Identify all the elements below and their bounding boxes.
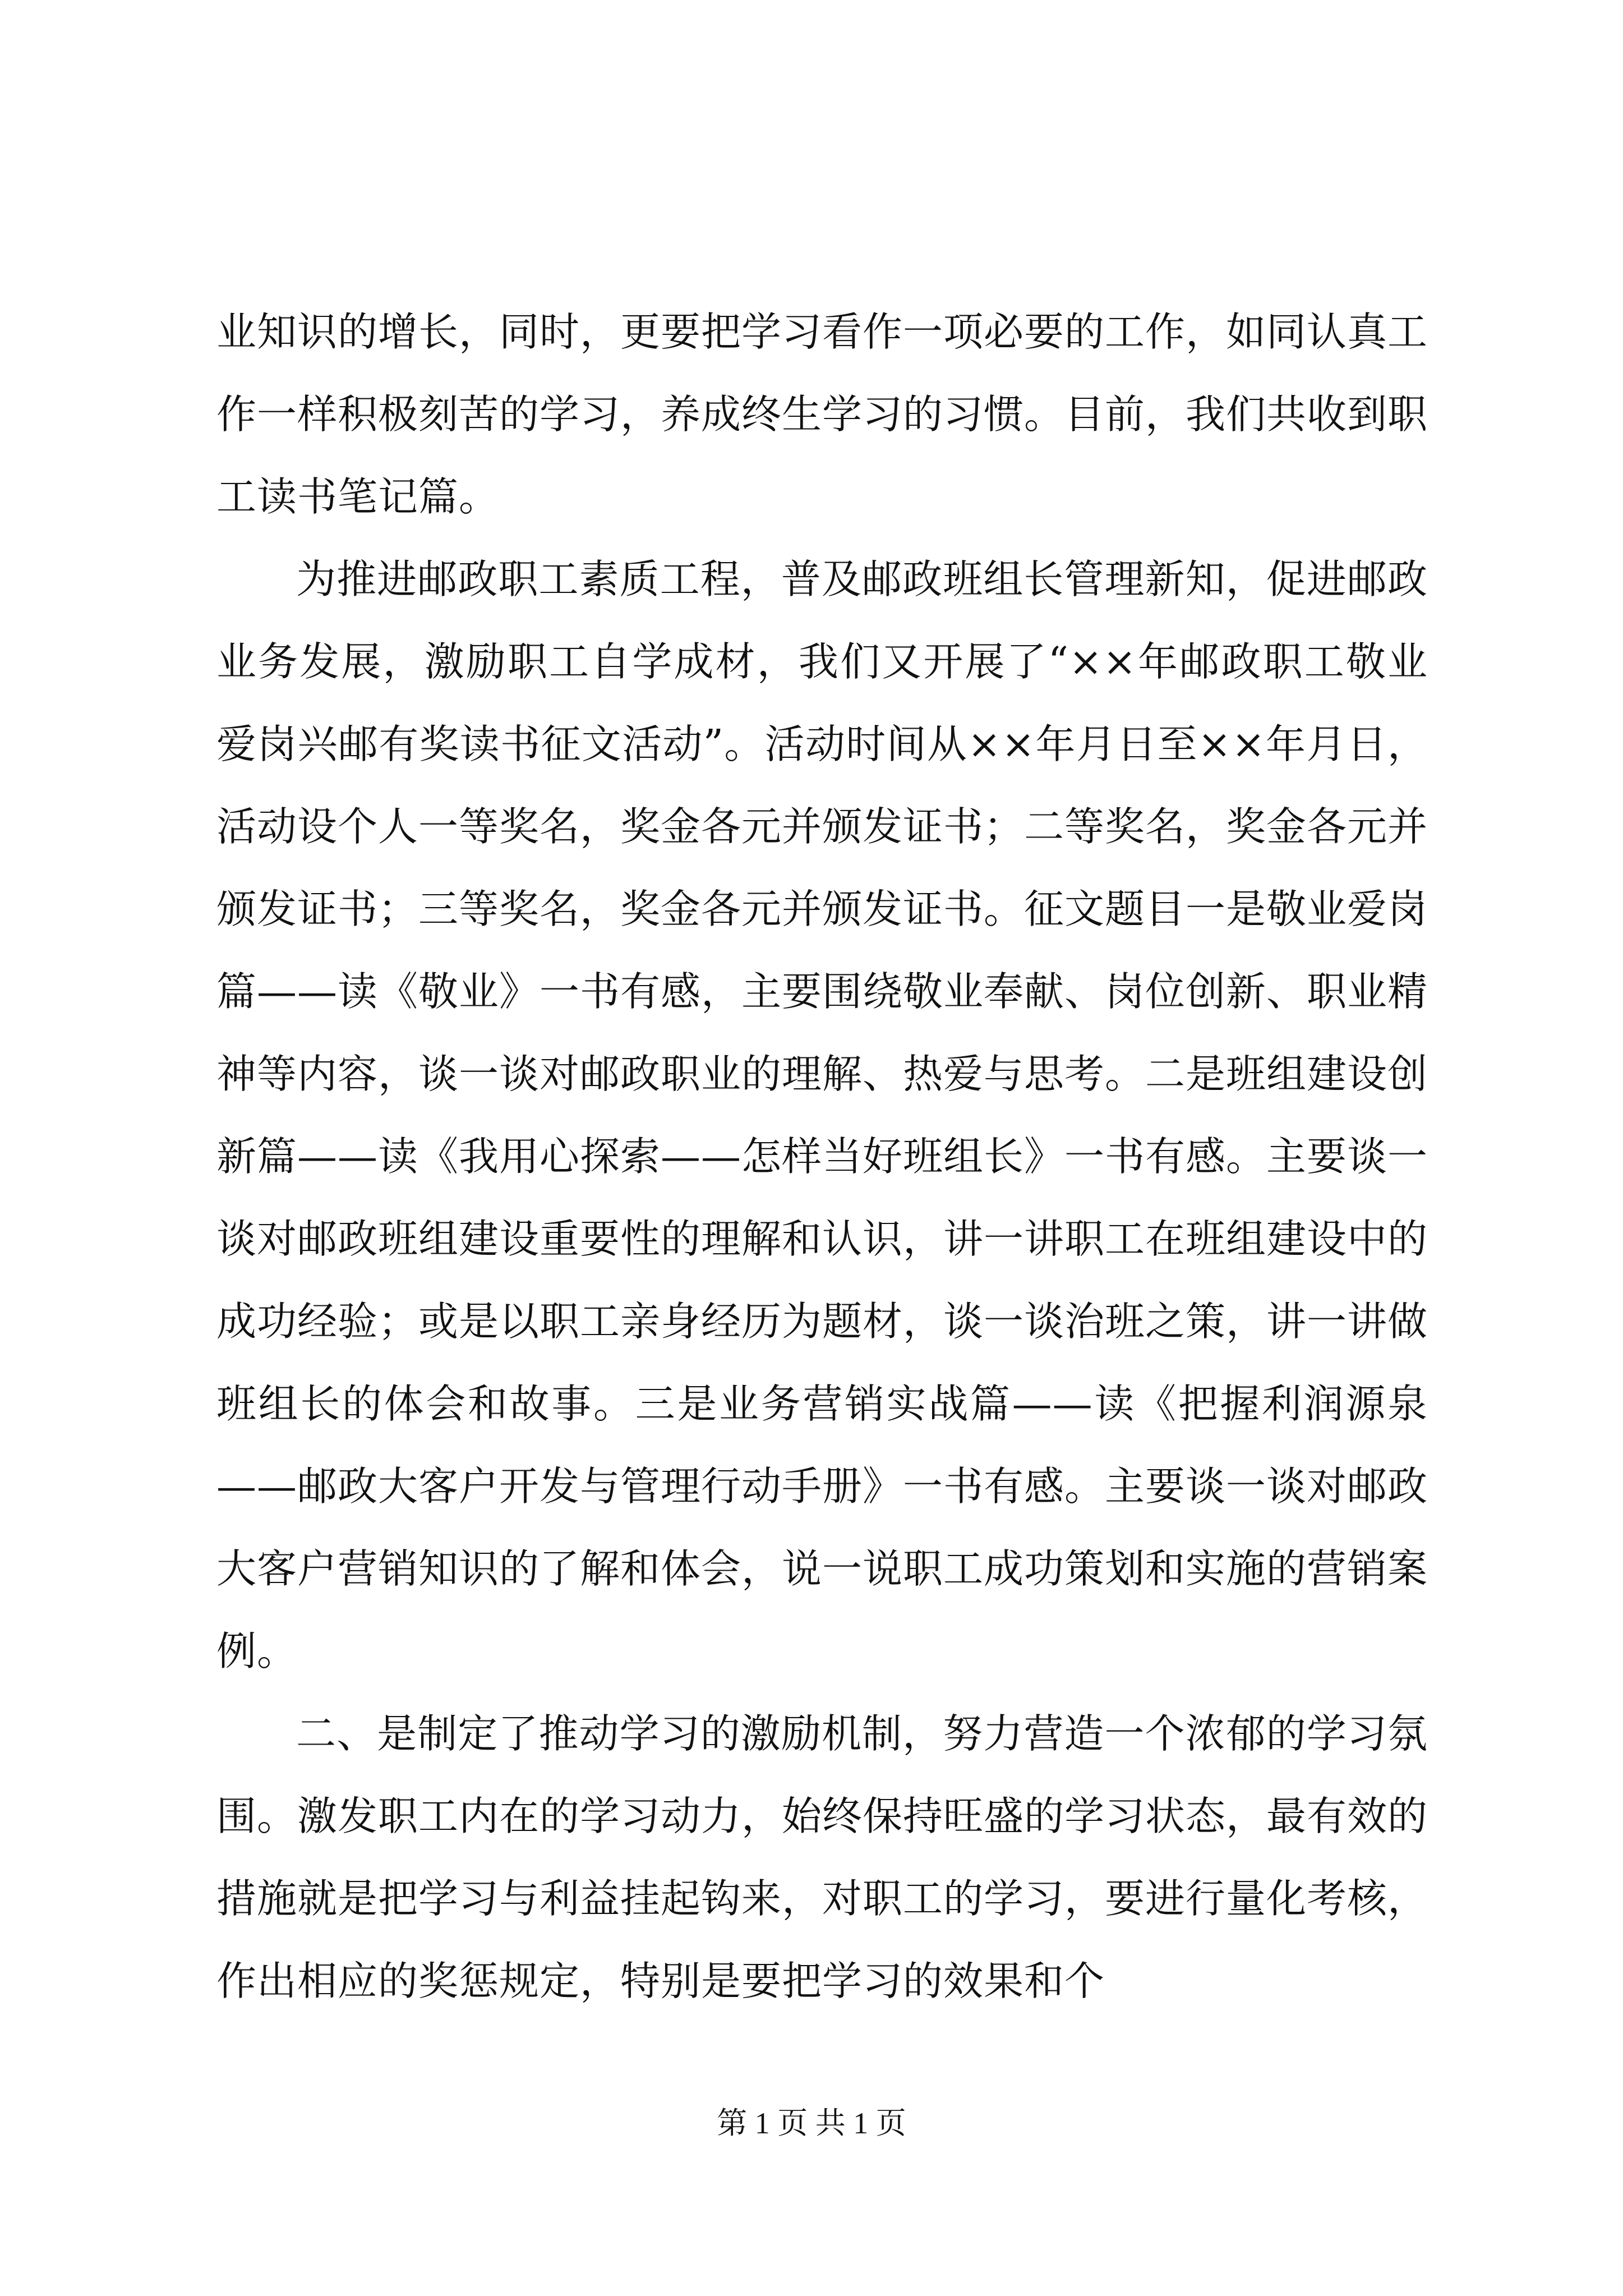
paragraph-3: 二、是制定了推动学习的激励机制，努力营造一个浓郁的学习氛围。激发职工内在的学习动力，始终保持旺盛的学习状态，最有效的措施就是把学习与利益挂起钩来，对职工的学习，要进行量化考核，作出相应的奖惩规定，特别是要把学习的效果和个	[216, 1710, 1428, 2004]
document-body	[216, 291, 1428, 2022]
paragraph-2: 为推进邮政职工素质工程，普及邮政班组长管理新知，促进邮政业务发展，激励职工自学成材，我们又开展了“××年邮政职工敬业爱岗兴邮有奖读书征文活动”。活动时间从××年月日至××年月日，活动设个人一等奖名，奖金各元并颁发证书；二等奖名，奖金各元并颁发证书；三等奖名，奖金各元并颁发证书。征文题目一是敬业爱岗篇——读《敬业》一书有感，主要围绕敬业奉献、岗位创新、职业精神等内容，谈一谈对邮政职业的理解、热爱与思考。二是班组建设创新篇——读《我用心探索——怎样当好班组长》一书有感。主要谈一谈对邮政班组建设重要性的理解和认识，讲一讲职工在班组建设中的成功经验；或是以职工亲身经历为题材，谈一谈治班之策，讲一讲做班组长的体会和故事。三是业务营销实战篇——读《把握利润源泉——邮政大客户开发与管理行动手册》一书有感。主要谈一谈对邮政大客户营销知识的了解和体会，说一说职工成功策划和实施的营销案例。	[216, 556, 1428, 1674]
paragraph-1: 业知识的增长，同时，更要把学习看作一项必要的工作，如同认真工作一样积极刻苦的学习，养成终生学习的习惯。目前，我们共收到职工读书笔记篇。	[216, 309, 1428, 520]
page-footer: 第 1 页 共 1 页	[717, 2106, 906, 2140]
